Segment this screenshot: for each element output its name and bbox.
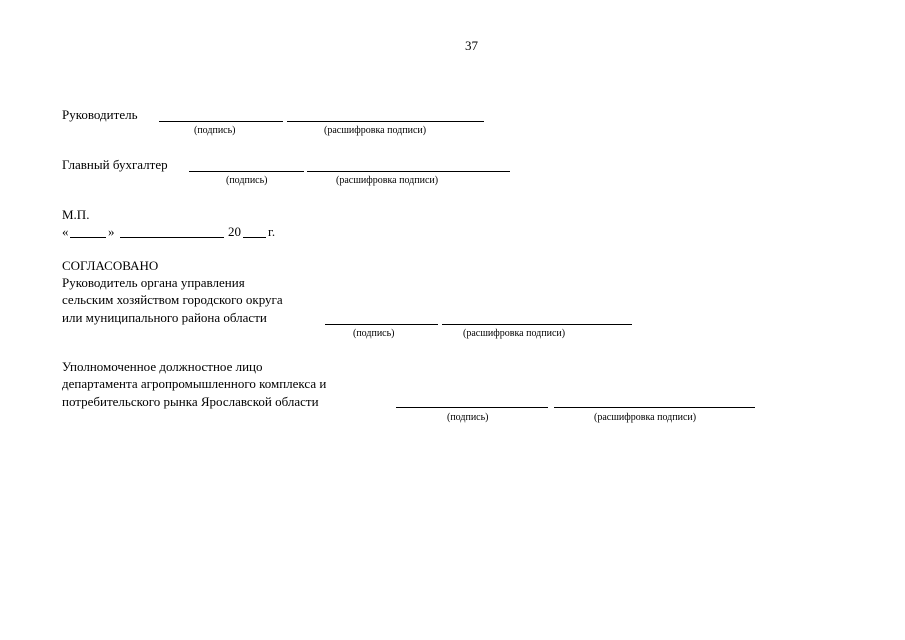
chief-accountant-decoding-caption: (расшифровка подписи) [336,175,439,186]
chief-accountant-signature-caption: (подпись) [226,175,268,186]
authorized-line-3: потребительского рынка Ярославской области [62,394,319,409]
chief-accountant-label: Главный бухгалтер [62,157,168,172]
agreed-line-2: сельским хозяйством городского округа [62,292,283,307]
chief-accountant-signature-line [189,171,304,172]
manager-label: Руководитель [62,107,138,122]
date-year-suffix: г. [268,224,276,239]
authorized-decoding-line [554,407,755,408]
manager-signature-line [159,121,283,122]
seal-mp-label: М.П. [62,207,90,222]
date-month-line [120,237,224,238]
date-open-quote: « [62,224,69,239]
authorized-signature-caption: (подпись) [447,412,489,423]
authorized-decoding-caption: (расшифровка подписи) [594,412,697,423]
date-year-line [243,237,266,238]
page-number: 37 [465,38,478,53]
manager-decoding-line [287,121,484,122]
authorized-signature-line [396,407,548,408]
date-day-line [70,237,106,238]
chief-accountant-decoding-line [307,171,510,172]
authorized-line-2: департамента агропромышленного комплекса и [62,376,327,391]
date-close-quote: » [108,224,115,239]
agreed-signature-line [325,324,438,325]
agreed-line-3: или муниципального района области [62,310,267,325]
manager-decoding-caption: (расшифровка подписи) [324,125,427,136]
manager-signature-caption: (подпись) [194,125,236,136]
agreed-signature-caption: (подпись) [353,328,395,339]
agreed-heading: СОГЛАСОВАНО [62,258,159,273]
agreed-decoding-line [442,324,632,325]
authorized-line-1: Уполномоченное должностное лицо [62,359,263,374]
agreed-decoding-caption: (расшифровка подписи) [463,328,566,339]
agreed-line-1: Руководитель органа управления [62,275,245,290]
date-year-prefix: 20 [228,224,241,239]
